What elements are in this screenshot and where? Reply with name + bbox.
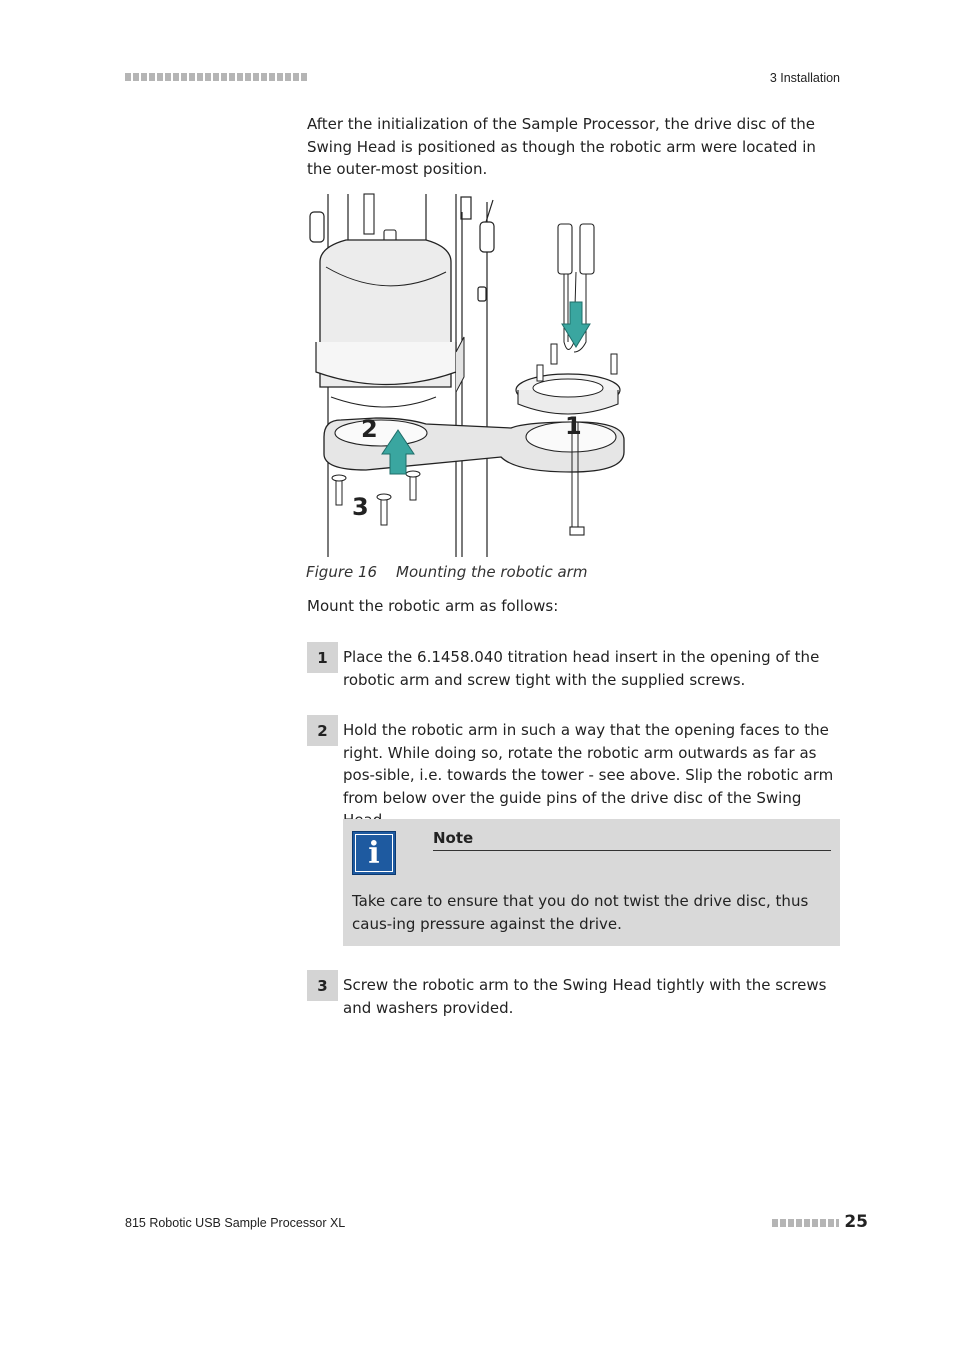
note-text: Take care to ensure that you do not twist the drive disc, thus caus-ing pressure against the drive. — [352, 892, 809, 933]
callout-3: 3 — [352, 493, 369, 521]
note-box — [343, 819, 840, 946]
step-1-text: Place the 6.1458.040 titration head insert in the opening of the robotic arm and screw tight with the supplied screws. — [343, 648, 820, 689]
step-2-text: Hold the robotic arm in such a way that the opening faces to the right. While doing so, rotate the robotic arm outwards as far as pos-sible, i.e. towards the tower - see above. Slip the robotic arm from below over the guide pins of the drive disc of the Swing — [343, 721, 834, 807]
figure-robotic-arm — [306, 192, 636, 559]
lead-paragraph: Mount the robotic arm as follows: — [307, 597, 559, 615]
step-3-number: 3 — [307, 970, 338, 1001]
footer-decoration — [772, 1219, 839, 1227]
callout-2: 2 — [361, 415, 378, 443]
info-icon-glyph: i — [368, 836, 380, 871]
callout-1: 1 — [565, 412, 582, 440]
page-number: 25 — [844, 1212, 868, 1232]
footer-document-title: 815 Robotic USB Sample Processor XL — [125, 1216, 346, 1230]
figure-caption-number: Figure 16 — [306, 563, 378, 581]
note-title: Note — [433, 829, 831, 851]
step-3-text: Screw the robotic arm to the Swing Head tightly with the screws and washers provided. — [343, 976, 827, 1017]
step-1-number: 1 — [307, 642, 338, 673]
header-section-title: 3 Installation — [769, 71, 840, 85]
figure-caption — [306, 563, 587, 581]
robotic-arm-illustration — [306, 192, 636, 559]
figure-caption-title: Mounting the robotic arm — [396, 563, 588, 581]
intro-paragraph: After the initialization of the Sample Processor, the drive disc of the Swing Head is positioned as though the robotic arm were located in the outer-most position. — [307, 115, 816, 178]
step-2-number: 2 — [307, 715, 338, 746]
info-icon — [352, 831, 396, 875]
header-decoration — [125, 73, 307, 81]
